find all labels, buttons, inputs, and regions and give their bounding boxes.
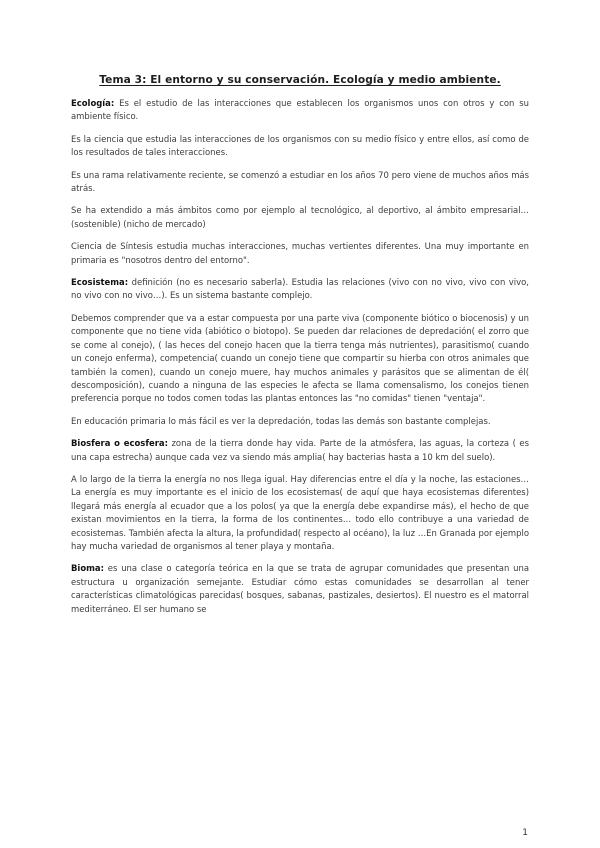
page-number: 1 xyxy=(522,828,528,838)
paragraph xyxy=(71,415,529,428)
paragraph xyxy=(71,204,529,231)
paragraph-text: zona de la tierra donde hay vida. Parte de la atmósfera, las aguas, la corteza ( es una capa estrecha) aunque cada vez va siendo más amplia( hay bacterias hasta a 10 km del suelo). xyxy=(71,438,530,462)
paragraph xyxy=(71,133,529,160)
term-ecosistema: Ecosistema: xyxy=(71,277,129,288)
paragraph-text: Debemos comprender que va a estar compuesta por una parte viva (componente biótico o biocenosis) y un componente que no tiene vida (abiótico o biotopo). Se pueden dar relaciones de depredación( el zorro que se come al conejo), ( las heces del conejo hacen que la tierra tenga más nutrientes), parasitismo( cuando un conejo enferma), competencia( cuando un conejo tiene que compartir su hierba con otros animales que también la comen), cuando un conejo muere, hay muchos animales y parásitos que se alimentan de él( descomposición), cuando a ninguna de las especies le afecta se llama comensalismo, los conejos tienen preferencia porque no todos comen todas las plantas entonces las "no comidas" tienen "ventaja". xyxy=(71,312,529,404)
paragraph-bioma xyxy=(71,562,529,616)
paragraph-text: Es el estudio de las interacciones que establecen los organismos unos con otros y con su ambiente físico. xyxy=(71,98,529,122)
term-biosfera: Biosfera o ecosfera: xyxy=(71,438,168,449)
paragraph-text: Es la ciencia que estudia las interacciones de los organismos con su medio físico y entre ellos, así como de los resultados de tales interacciones. xyxy=(71,133,529,158)
paragraph-text: En educación primaria lo más fácil es ver la depredación, todas las demás son bastante complejas. xyxy=(71,415,491,426)
term-ecologia: Ecología: xyxy=(71,98,115,108)
paragraph-biosfera xyxy=(71,437,529,464)
paragraph xyxy=(71,169,529,196)
document-title: Tema 3: El entorno y su conservación. Ecología y medio ambiente. xyxy=(99,74,501,86)
paragraph-text: A lo largo de la tierra la energía no nos llega igual. Hay diferencias entre el día y la noche, las estaciones… La energía es muy importante es el inicio de los ecosistemas( de aquí que haya ecosistemas diferentes) llegará más energía al ecuador que a los polos( ya que la energía debe expandirse más), el hecho de que existan movimientos en la tierra, la forma de los continentes… todo ello contribuye a una variedad de ecosistemas. También afecta la altura, la profundidad( respecto al océano), la luz …En Granada por ejemplo hay mucha variedad de organismos al tener playa y montaña. xyxy=(71,473,529,551)
paragraph xyxy=(71,312,529,406)
paragraph-text: definición (no es necesario saberla). Estudia las relaciones (vivo con no vivo, vivo con vivo, no vivo con no vivo…). Es un sistema bastante complejo. xyxy=(71,277,529,301)
paragraph-text: Es una rama relativamente reciente, se comenzó a estudiar en los años 70 pero viene de muchos años más atrás. xyxy=(71,169,529,194)
document-page xyxy=(71,74,529,625)
paragraph xyxy=(71,473,529,553)
paragraph xyxy=(71,240,529,267)
term-bioma: Bioma: xyxy=(71,563,104,574)
paragraph-ecosistema xyxy=(71,276,529,303)
paragraph-ecologia xyxy=(71,97,529,124)
paragraph-text: Ciencia de Síntesis estudia muchas interacciones, muchas vertientes diferentes. Una muy importante en primaria es "nosotros dentro del entorno". xyxy=(71,241,529,265)
paragraph-text: es una clase o categoría teórica en la que se trata de agrupar comunidades que presentan una estructura u organización semejante. Estudiar cómo estas comunidades se desarrollan al tener características climatológicas parecidas( bosques, sabanas, pastizales, desiertos). El nuestro es el matorral mediterráneo. El ser humano se xyxy=(71,563,529,614)
paragraph-text: Se ha extendido a más ámbitos como por ejemplo al tecnológico, al deportivo, al ámbito empresarial…(sostenible) (nicho de mercado) xyxy=(71,205,529,229)
